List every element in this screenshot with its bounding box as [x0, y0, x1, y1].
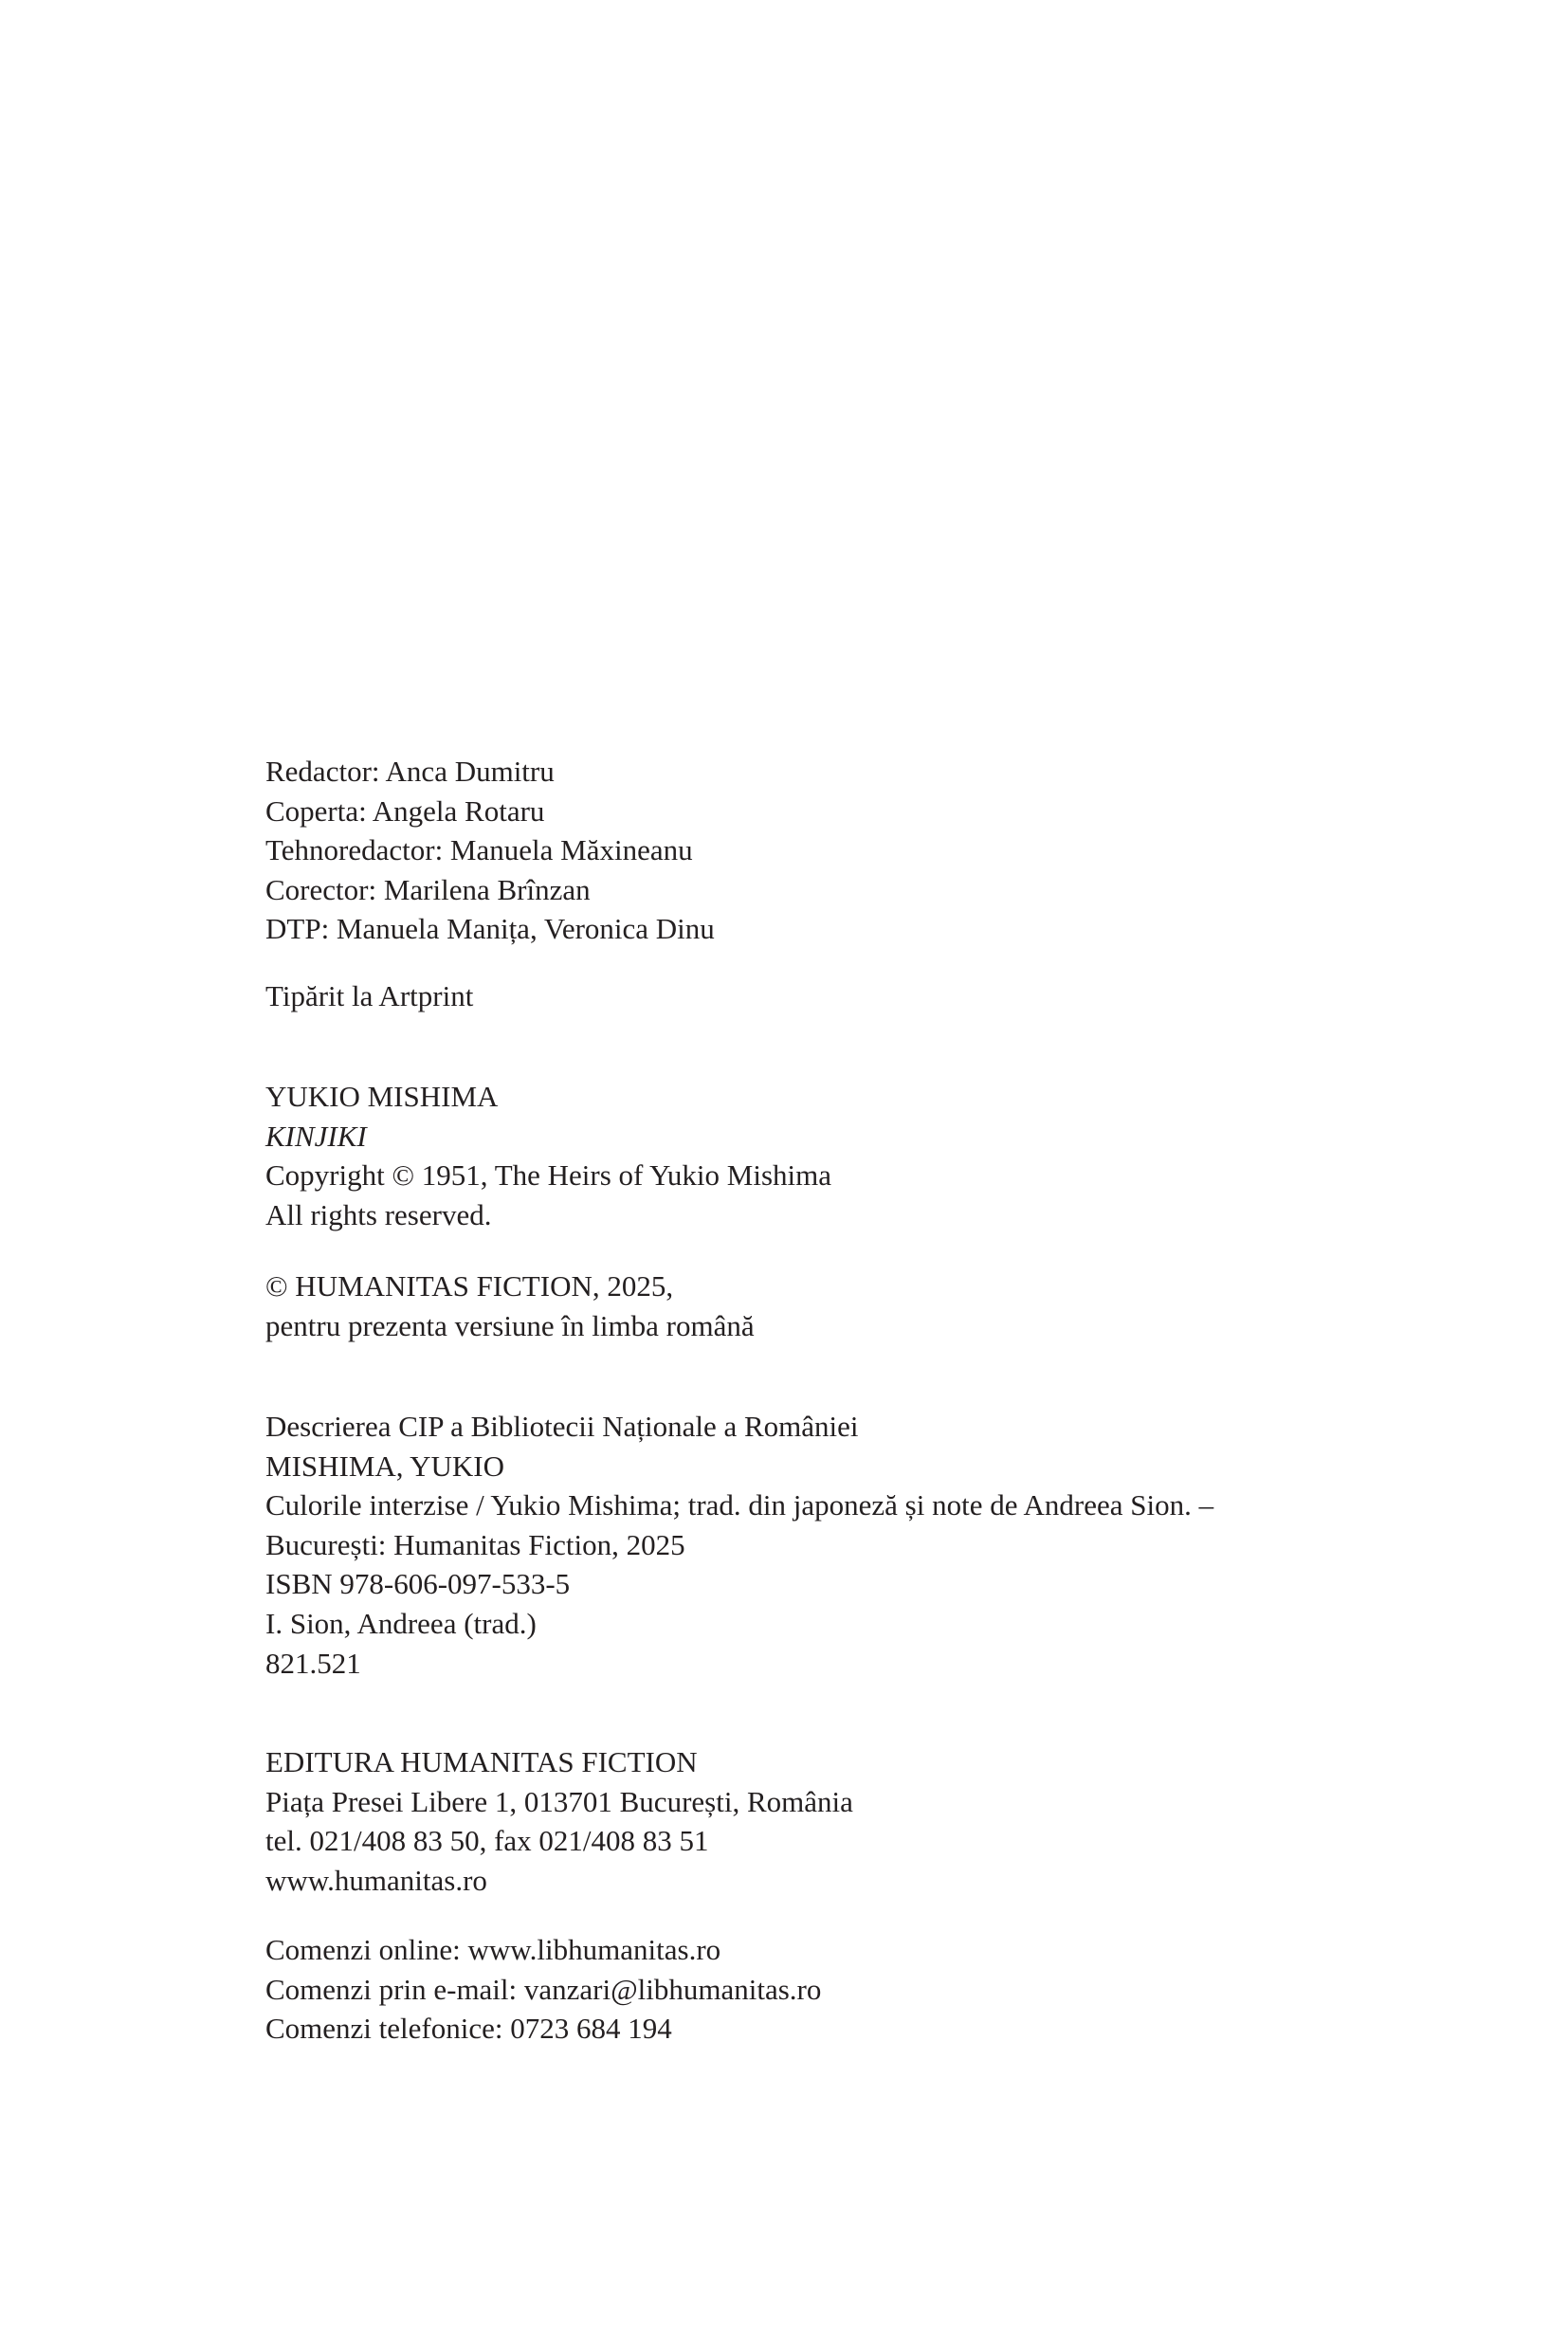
orders-online: Comenzi online: www.libhumanitas.ro — [265, 1933, 721, 1966]
printing-note: Tipărit la Artprint — [265, 979, 474, 1012]
cip-author: MISHIMA, YUKIO — [265, 1449, 505, 1483]
credit-typesetter: Tehnoredactor: Manuela Măxineanu — [265, 833, 693, 867]
cip-heading: Descrierea CIP a Bibliotecii Naționale a României — [265, 1410, 859, 1443]
author-name: YUKIO MISHIMA — [265, 1080, 499, 1113]
orders-block — [265, 1930, 821, 2049]
credit-cover: Coperta: Angela Rotaru — [265, 793, 545, 828]
cip-block — [265, 1407, 1213, 1683]
cip-classification: 821.521 — [265, 1646, 361, 1680]
publisher-block — [265, 1742, 853, 1900]
rights-reserved: All rights reserved. — [265, 1197, 492, 1231]
version-note: pentru prezenta versiune în limba română — [265, 1308, 755, 1342]
cip-contributor: I. Sion, Andreea (trad.) — [265, 1606, 537, 1640]
publisher-address: Piața Presei Libere 1, 013701 București, România — [265, 1784, 853, 1818]
cip-imprint: București: Humanitas Fiction, 2025 — [265, 1527, 685, 1561]
credit-editor: Redactor: Anca Dumitru — [265, 755, 555, 788]
credit-dtp: DTP: Manuela Manița, Veronica Dinu — [265, 912, 715, 946]
credits-block — [265, 752, 715, 949]
rights-block — [265, 1077, 831, 1234]
publisher-name: EDITURA HUMANITAS FICTION — [265, 1745, 698, 1778]
orders-email: Comenzi prin e-mail: vanzari@libhumanitas.ro — [265, 1972, 822, 2006]
orders-phone: Comenzi telefonice: 0723 684 194 — [265, 2012, 672, 2046]
publisher-website: www.humanitas.ro — [265, 1863, 487, 1897]
cip-title: Culorile interzise / Yukio Mishima; trad. din japoneză și note de Andreea Sion. – — [265, 1488, 1214, 1522]
printing-block — [265, 976, 473, 1016]
original-title: KINJIKI — [265, 1119, 367, 1153]
credit-proofreader: Corector: Marilena Brînzan — [265, 872, 591, 906]
publisher-phone: tel. 021/408 83 50, fax 021/408 83 51 — [265, 1824, 709, 1858]
publisher-copyright: © HUMANITAS FICTION, 2025, — [265, 1269, 674, 1303]
cip-isbn: ISBN 978-606-097-533-5 — [265, 1567, 571, 1601]
copyright-line: Copyright © 1951, The Heirs of Yukio Mishima — [265, 1158, 832, 1193]
edition-block — [265, 1267, 755, 1345]
